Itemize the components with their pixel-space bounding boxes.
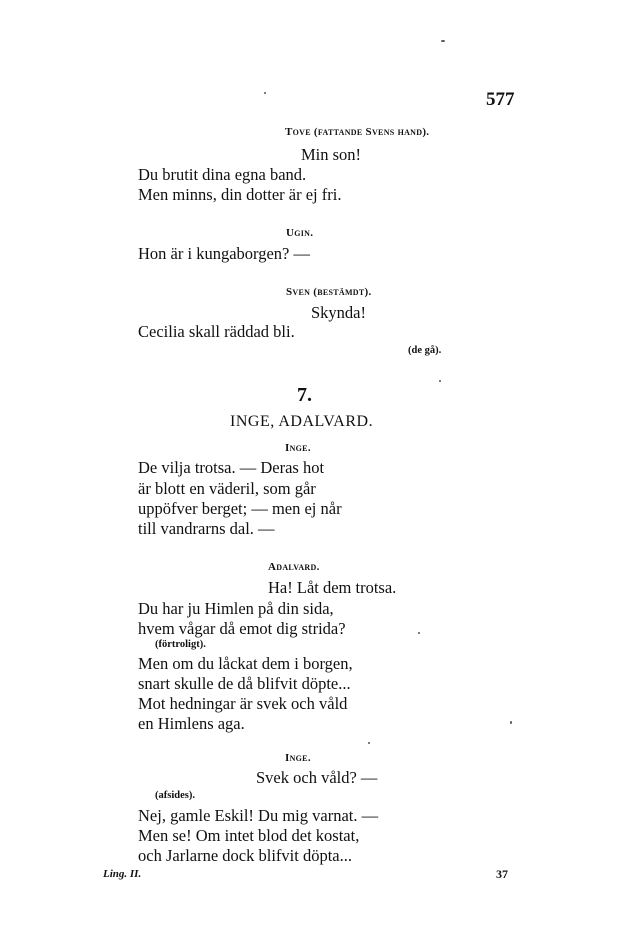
verse-line: hvem vågar då emot dig strida? (138, 619, 346, 638)
verse-line: Nej, gamle Eskil! Du mig varnat. — (138, 806, 379, 825)
scan-speck (418, 632, 420, 634)
stage-direction: (förtroligt). (155, 639, 206, 650)
stage-direction: (afsides). (155, 790, 195, 801)
speaker-inge: Inge. (285, 442, 311, 454)
verse-line: Men se! Om intet blod det kostat, (138, 826, 360, 845)
speaker-ugin: Ugin. (286, 227, 314, 239)
verse-line: en Himlens aga. (138, 714, 245, 733)
fold-number: 37 (496, 867, 508, 881)
scan-speck (510, 721, 512, 724)
scene-cast: INGE, ADALVARD. (230, 413, 374, 430)
verse-line: De vilja trotsa. — Deras hot (138, 458, 325, 477)
verse-line: till vandrarns dal. — (138, 519, 275, 538)
stage-direction: (de gå). (408, 345, 442, 356)
scan-speck (264, 92, 266, 94)
scan-speck (368, 742, 370, 744)
verse-line: Svek och våld? — (256, 768, 378, 787)
scan-speck (441, 40, 445, 42)
speaker-adalvard: Adalvard. (268, 561, 320, 573)
verse-line: uppöfver berget; — men ej når (138, 499, 342, 518)
verse-line: snart skulle de då blifvit döpte... (138, 674, 351, 693)
verse-line: Du har ju Himlen på din sida, (138, 599, 334, 618)
verse-line: Hon är i kungaborgen? — (138, 244, 310, 263)
verse-line: Skynda! (311, 303, 366, 322)
speaker-tove: Tove (fattande Svens hand). (285, 126, 430, 138)
scan-speck (439, 380, 441, 382)
scene-number: 7. (297, 384, 312, 406)
verse-line: och Jarlarne dock blifvit döpta... (138, 846, 352, 865)
verse-line: Men om du låckat dem i borgen, (138, 654, 353, 673)
verse-line: är blott en väderil, som går (138, 479, 316, 498)
speaker-sven: Sven (bestämdt). (286, 286, 372, 298)
verse-line: Ha! Låt dem trotsa. (268, 578, 397, 597)
page-number: 577 (486, 89, 515, 110)
printer-signature: Ling. II. (103, 868, 142, 880)
verse-line: Du brutit dina egna band. (138, 165, 307, 184)
verse-line: Mot hedningar är svek och våld (138, 694, 348, 713)
verse-line: Men minns, din dotter är ej fri. (138, 185, 342, 204)
verse-line: Min son! (301, 145, 362, 164)
speaker-inge: Inge. (285, 752, 311, 764)
verse-line: Cecilia skall räddad bli. (138, 322, 295, 341)
